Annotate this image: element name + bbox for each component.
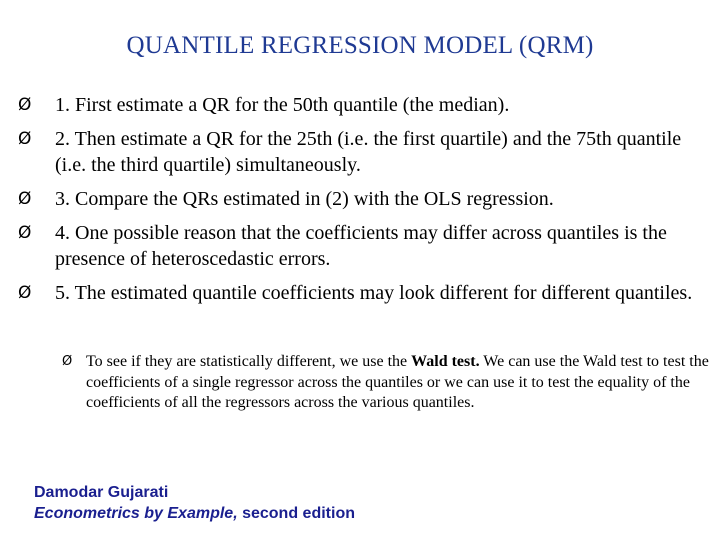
arrow-bullet-icon: Ø [18,223,32,243]
arrow-bullet-icon: Ø [18,95,32,115]
slide-title: QUANTILE REGRESSION MODEL (QRM) [126,32,594,59]
footer-edition: second edition [237,505,355,522]
bullet-text: 1. First estimate a QR for the 50th quantile (the median). [55,94,510,116]
arrow-bullet-icon: Ø [18,283,32,303]
bullet-item [18,92,708,118]
footer-author: Damodar Gujarati [34,484,169,501]
bullet-item [18,186,708,212]
sub-bullet-text-after: We can use the Wald test to test the coefficients of a single regressor across the quantiles or we can use it to test the equality of the coefficients of all the regressors across the various quantiles. [86,353,709,411]
arrow-bullet-icon: Ø [62,354,73,369]
bullet-item [18,220,708,272]
bullet-text: 2. Then estimate a QR for the 25th (i.e. the first quartile) and the 75th quantile (i.e. the third quartile) simultaneously. [55,128,682,176]
bullet-text: 3. Compare the QRs estimated in (2) with the OLS regression. [55,188,554,210]
sub-bullet-text-before: To see if they are statistically different, we use the [86,353,412,370]
arrow-bullet-icon: Ø [18,189,32,209]
bullet-text: 5. The estimated quantile coefficients may look different for different quantiles. [55,282,693,304]
arrow-bullet-icon: Ø [18,129,32,149]
footer-book-line [34,503,355,524]
sub-bullet [62,352,720,414]
bullet-text: 4. One possible reason that the coefficients may differ across quantiles is the presence of heteroscedastic errors. [55,222,667,270]
sub-bullet-bold-text: Wald test. [411,353,480,370]
footer-citation [34,482,355,524]
bullet-item [18,280,708,306]
footer-book-title: Econometrics by Example, [34,505,238,522]
bullet-item [18,126,708,178]
bullet-list [18,92,708,314]
